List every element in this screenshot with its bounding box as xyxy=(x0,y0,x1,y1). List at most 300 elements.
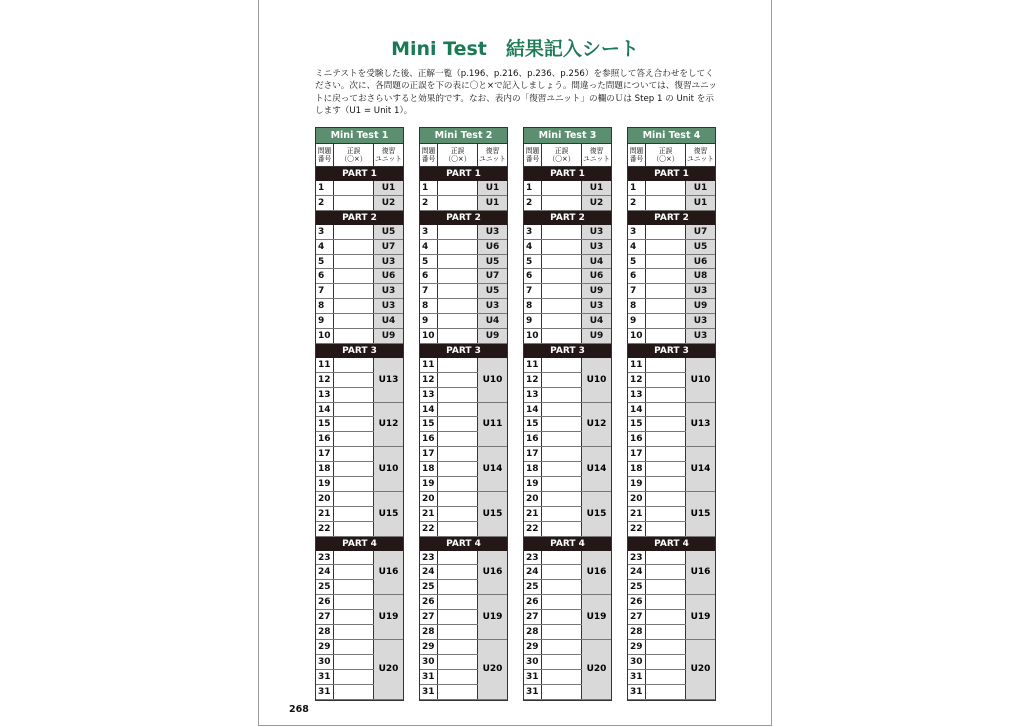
answer-cell[interactable] xyxy=(646,299,686,313)
question-number: 6 xyxy=(316,269,334,283)
answer-cell[interactable] xyxy=(646,432,686,446)
page-title: Mini Test 結果記入シート xyxy=(391,38,639,60)
answer-cell[interactable] xyxy=(438,610,478,624)
table-row xyxy=(316,225,403,240)
answer-cell[interactable] xyxy=(542,522,582,536)
question-number: 6 xyxy=(524,269,542,283)
table-row xyxy=(316,580,374,595)
question-group xyxy=(420,492,507,537)
answer-cell[interactable] xyxy=(438,685,478,699)
question-number: 24 xyxy=(628,565,646,579)
part-header: PART 1 xyxy=(316,167,403,181)
answer-cell[interactable] xyxy=(646,373,686,387)
question-group xyxy=(524,492,611,537)
answer-cell[interactable] xyxy=(646,447,686,461)
answer-cell[interactable] xyxy=(334,373,374,387)
answer-cell[interactable] xyxy=(646,225,686,239)
review-unit: U19 xyxy=(582,595,611,640)
answer-cell[interactable] xyxy=(646,462,686,476)
question-number: 31 xyxy=(420,670,438,684)
review-unit: U19 xyxy=(686,595,715,640)
answer-cell[interactable] xyxy=(334,655,374,669)
answer-cell[interactable] xyxy=(438,388,478,402)
answer-cell[interactable] xyxy=(334,670,374,684)
review-unit: U5 xyxy=(374,225,403,239)
group-left xyxy=(420,551,478,596)
question-number: 7 xyxy=(628,284,646,298)
review-unit: U16 xyxy=(478,551,507,596)
table-row xyxy=(628,432,686,447)
answer-cell[interactable] xyxy=(542,181,582,195)
answer-cell[interactable] xyxy=(438,655,478,669)
answer-cell[interactable] xyxy=(646,417,686,431)
review-unit: U6 xyxy=(478,240,507,254)
review-unit: U10 xyxy=(374,447,403,492)
answer-cell[interactable] xyxy=(646,670,686,684)
question-number: 21 xyxy=(420,507,438,521)
question-number: 22 xyxy=(420,522,438,536)
part-header: PART 4 xyxy=(420,537,507,551)
table-row xyxy=(316,685,374,700)
answer-cell[interactable] xyxy=(438,373,478,387)
table-row xyxy=(628,269,715,284)
answer-cell[interactable] xyxy=(334,462,374,476)
table-row xyxy=(420,685,478,700)
table-row xyxy=(316,240,403,255)
question-group xyxy=(316,403,403,448)
question-number: 31 xyxy=(316,685,334,699)
question-group xyxy=(316,358,403,403)
question-number: 15 xyxy=(316,417,334,431)
question-number: 4 xyxy=(420,240,438,254)
table-row xyxy=(420,388,478,403)
table-row xyxy=(420,373,478,388)
answer-cell[interactable] xyxy=(542,329,582,343)
answer-cell[interactable] xyxy=(438,329,478,343)
review-unit: U15 xyxy=(374,492,403,537)
answer-cell[interactable] xyxy=(334,685,374,699)
answer-cell[interactable] xyxy=(646,255,686,269)
question-number: 24 xyxy=(420,565,438,579)
answer-cell[interactable] xyxy=(542,507,582,521)
question-number: 12 xyxy=(628,373,646,387)
review-unit: U9 xyxy=(582,284,611,298)
answer-cell[interactable] xyxy=(542,417,582,431)
answer-cell[interactable] xyxy=(334,580,374,594)
table-row xyxy=(316,358,374,373)
answer-cell[interactable] xyxy=(646,388,686,402)
answer-cell[interactable] xyxy=(542,580,582,594)
answer-cell[interactable] xyxy=(542,255,582,269)
question-number: 7 xyxy=(420,284,438,298)
answer-cell[interactable] xyxy=(438,462,478,476)
answer-cell[interactable] xyxy=(542,403,582,417)
review-unit: U1 xyxy=(374,181,403,195)
group-left xyxy=(628,447,686,492)
table-row xyxy=(420,299,507,314)
table-row xyxy=(316,625,374,640)
page-number: 268 xyxy=(289,704,309,715)
answer-cell[interactable] xyxy=(438,565,478,579)
question-group xyxy=(524,403,611,448)
answer-cell[interactable] xyxy=(334,284,374,298)
question-number: 26 xyxy=(316,595,334,609)
answer-cell[interactable] xyxy=(438,358,478,372)
question-number: 16 xyxy=(316,432,334,446)
question-number: 23 xyxy=(316,551,334,565)
review-unit: U13 xyxy=(686,403,715,448)
answer-cell[interactable] xyxy=(646,625,686,639)
review-unit: U20 xyxy=(582,640,611,700)
answer-cell[interactable] xyxy=(438,595,478,609)
question-number: 3 xyxy=(420,225,438,239)
table-row xyxy=(628,655,686,670)
answer-cell[interactable] xyxy=(542,551,582,565)
group-left xyxy=(524,492,582,537)
review-unit: U1 xyxy=(582,181,611,195)
table-row xyxy=(628,240,715,255)
answer-cell[interactable] xyxy=(438,447,478,461)
question-number: 8 xyxy=(628,299,646,313)
question-group xyxy=(628,403,715,448)
answer-cell[interactable] xyxy=(542,284,582,298)
table-row xyxy=(420,507,478,522)
answer-cell[interactable] xyxy=(334,358,374,372)
question-number: 29 xyxy=(420,640,438,654)
table-row xyxy=(420,181,507,196)
table-row xyxy=(316,595,374,610)
answer-cell[interactable] xyxy=(542,477,582,491)
review-unit: U3 xyxy=(478,225,507,239)
group-left xyxy=(628,492,686,537)
table-row xyxy=(524,284,611,299)
question-number: 3 xyxy=(628,225,646,239)
answer-cell[interactable] xyxy=(438,255,478,269)
answer-cell[interactable] xyxy=(334,225,374,239)
table-row xyxy=(420,655,478,670)
table-row xyxy=(420,417,478,432)
answer-cell[interactable] xyxy=(646,181,686,195)
table-row xyxy=(524,507,582,522)
table-row xyxy=(628,492,686,507)
answer-cell[interactable] xyxy=(542,432,582,446)
table-row xyxy=(420,329,507,344)
answer-cell[interactable] xyxy=(542,240,582,254)
answer-cell[interactable] xyxy=(646,314,686,328)
table-row xyxy=(628,640,686,655)
answer-cell[interactable] xyxy=(542,625,582,639)
answer-cell[interactable] xyxy=(334,625,374,639)
table-row xyxy=(524,595,582,610)
answer-cell[interactable] xyxy=(542,640,582,654)
review-unit: U5 xyxy=(478,284,507,298)
answer-cell[interactable] xyxy=(438,477,478,491)
answer-cell[interactable] xyxy=(334,417,374,431)
answer-cell[interactable] xyxy=(334,640,374,654)
answer-cell[interactable] xyxy=(646,269,686,283)
answer-cell[interactable] xyxy=(438,492,478,506)
table-row xyxy=(316,522,374,537)
table-row xyxy=(628,403,686,418)
answer-cell[interactable] xyxy=(542,196,582,210)
question-group xyxy=(524,551,611,596)
answer-cell[interactable] xyxy=(438,580,478,594)
answer-cell[interactable] xyxy=(646,492,686,506)
answer-cell[interactable] xyxy=(438,507,478,521)
answer-cell[interactable] xyxy=(438,403,478,417)
table-row xyxy=(628,284,715,299)
question-number: 11 xyxy=(420,358,438,372)
question-number: 14 xyxy=(628,403,646,417)
review-unit: U13 xyxy=(374,358,403,403)
question-number: 23 xyxy=(628,551,646,565)
answer-cell[interactable] xyxy=(334,388,374,402)
answer-cell[interactable] xyxy=(542,655,582,669)
answer-cell[interactable] xyxy=(438,640,478,654)
question-number: 6 xyxy=(420,269,438,283)
group-left xyxy=(524,551,582,596)
table-row xyxy=(524,670,582,685)
answer-cell[interactable] xyxy=(646,358,686,372)
review-unit: U3 xyxy=(478,299,507,313)
answer-cell[interactable] xyxy=(646,403,686,417)
table-row xyxy=(628,610,686,625)
question-number: 19 xyxy=(628,477,646,491)
part-header: PART 3 xyxy=(420,344,507,358)
group-left xyxy=(524,595,582,640)
group-left xyxy=(420,595,478,640)
question-number: 30 xyxy=(420,655,438,669)
answer-cell[interactable] xyxy=(542,610,582,624)
question-number: 8 xyxy=(420,299,438,313)
table-row xyxy=(420,358,478,373)
answer-cell[interactable] xyxy=(438,625,478,639)
mini-test-table xyxy=(627,127,716,701)
table-row xyxy=(420,580,478,595)
review-unit: U9 xyxy=(478,329,507,343)
answer-cell[interactable] xyxy=(334,299,374,313)
column-headers xyxy=(628,144,715,167)
answer-cell[interactable] xyxy=(542,595,582,609)
question-number: 7 xyxy=(316,284,334,298)
part-header: PART 2 xyxy=(420,211,507,225)
question-group xyxy=(316,551,403,596)
review-unit: U2 xyxy=(582,196,611,210)
answer-cell[interactable] xyxy=(646,329,686,343)
answer-cell[interactable] xyxy=(334,432,374,446)
table-row xyxy=(628,388,686,403)
question-number: 9 xyxy=(628,314,646,328)
answer-cell[interactable] xyxy=(542,565,582,579)
answer-cell[interactable] xyxy=(334,314,374,328)
question-number: 14 xyxy=(316,403,334,417)
answer-cell[interactable] xyxy=(438,196,478,210)
answer-cell[interactable] xyxy=(646,685,686,699)
table-row xyxy=(524,640,582,655)
question-group xyxy=(524,447,611,492)
answer-cell[interactable] xyxy=(334,447,374,461)
table-row xyxy=(628,551,686,566)
question-number: 19 xyxy=(524,477,542,491)
part-header: PART 4 xyxy=(316,537,403,551)
review-unit: U14 xyxy=(478,447,507,492)
table-row xyxy=(524,655,582,670)
answer-cell[interactable] xyxy=(646,655,686,669)
table-row xyxy=(316,447,374,462)
group-left xyxy=(316,358,374,403)
answer-cell[interactable] xyxy=(438,432,478,446)
answer-cell[interactable] xyxy=(438,225,478,239)
answer-cell[interactable] xyxy=(542,299,582,313)
answer-cell[interactable] xyxy=(646,507,686,521)
answer-cell[interactable] xyxy=(438,284,478,298)
table-row xyxy=(628,670,686,685)
answer-cell[interactable] xyxy=(438,417,478,431)
review-unit: U20 xyxy=(686,640,715,700)
table-row xyxy=(420,610,478,625)
table-row xyxy=(524,403,582,418)
review-unit: U9 xyxy=(686,299,715,313)
question-number: 14 xyxy=(524,403,542,417)
answer-cell[interactable] xyxy=(646,610,686,624)
table-row xyxy=(420,477,478,492)
answer-cell[interactable] xyxy=(334,477,374,491)
answer-cell[interactable] xyxy=(334,240,374,254)
answer-cell[interactable] xyxy=(646,477,686,491)
review-unit: U6 xyxy=(686,255,715,269)
question-number: 31 xyxy=(420,685,438,699)
answer-cell[interactable] xyxy=(438,522,478,536)
answer-cell[interactable] xyxy=(542,462,582,476)
answer-cell[interactable] xyxy=(334,492,374,506)
question-number: 5 xyxy=(420,255,438,269)
answer-cell[interactable] xyxy=(334,403,374,417)
question-number: 9 xyxy=(316,314,334,328)
answer-cell[interactable] xyxy=(334,610,374,624)
answer-cell[interactable] xyxy=(542,388,582,402)
answer-cell[interactable] xyxy=(542,358,582,372)
table-row xyxy=(524,462,582,477)
question-group xyxy=(316,640,403,700)
mini-test-table xyxy=(419,127,508,701)
answer-cell[interactable] xyxy=(646,551,686,565)
answer-cell[interactable] xyxy=(334,507,374,521)
answer-cell[interactable] xyxy=(438,299,478,313)
table-row xyxy=(420,462,478,477)
answer-cell[interactable] xyxy=(542,492,582,506)
answer-cell[interactable] xyxy=(334,255,374,269)
answer-cell[interactable] xyxy=(334,196,374,210)
answer-cell[interactable] xyxy=(646,580,686,594)
answer-cell[interactable] xyxy=(542,373,582,387)
table-row xyxy=(316,432,374,447)
answer-cell[interactable] xyxy=(438,269,478,283)
table-row xyxy=(316,417,374,432)
answer-cell[interactable] xyxy=(438,314,478,328)
answer-cell[interactable] xyxy=(334,522,374,536)
answer-cell[interactable] xyxy=(438,551,478,565)
answer-cell[interactable] xyxy=(542,225,582,239)
answer-cell[interactable] xyxy=(542,314,582,328)
answer-cell[interactable] xyxy=(542,269,582,283)
col-unit-header: 復習 ユニット xyxy=(375,147,402,163)
answer-cell[interactable] xyxy=(334,181,374,195)
review-unit: U12 xyxy=(374,403,403,448)
table-row xyxy=(524,373,582,388)
col-unit-header: 復習 ユニット xyxy=(479,147,506,163)
answer-cell[interactable] xyxy=(542,670,582,684)
group-left xyxy=(628,358,686,403)
answer-cell[interactable] xyxy=(646,240,686,254)
group-left xyxy=(420,447,478,492)
review-unit: U15 xyxy=(686,492,715,537)
answer-cell[interactable] xyxy=(438,181,478,195)
table-row xyxy=(316,655,374,670)
answer-cell[interactable] xyxy=(334,551,374,565)
answer-cell[interactable] xyxy=(438,240,478,254)
answer-cell[interactable] xyxy=(646,522,686,536)
answer-cell[interactable] xyxy=(646,196,686,210)
question-number: 23 xyxy=(420,551,438,565)
answer-cell[interactable] xyxy=(542,447,582,461)
question-number: 3 xyxy=(316,225,334,239)
table-row xyxy=(524,417,582,432)
group-left xyxy=(628,403,686,448)
question-group xyxy=(420,595,507,640)
review-unit: U20 xyxy=(478,640,507,700)
answer-cell[interactable] xyxy=(334,329,374,343)
answer-cell[interactable] xyxy=(334,269,374,283)
question-number: 19 xyxy=(316,477,334,491)
answer-cell[interactable] xyxy=(646,284,686,298)
question-number: 27 xyxy=(420,610,438,624)
answer-cell[interactable] xyxy=(334,595,374,609)
question-number: 12 xyxy=(420,373,438,387)
table-row xyxy=(524,625,582,640)
answer-cell[interactable] xyxy=(438,670,478,684)
column-headers xyxy=(420,144,507,167)
table-row xyxy=(628,181,715,196)
review-unit: U9 xyxy=(374,329,403,343)
question-group xyxy=(420,551,507,596)
answer-cell[interactable] xyxy=(334,565,374,579)
answer-cell[interactable] xyxy=(542,685,582,699)
question-number: 26 xyxy=(524,595,542,609)
question-number: 21 xyxy=(628,507,646,521)
col-answer-header: 正誤 （〇×） xyxy=(334,144,374,166)
review-unit: U10 xyxy=(582,358,611,403)
table-row xyxy=(524,314,611,329)
review-unit: U4 xyxy=(374,314,403,328)
table-row xyxy=(316,610,374,625)
review-unit: U6 xyxy=(374,269,403,283)
test-name: Mini Test 2 xyxy=(420,128,507,144)
column-headers xyxy=(524,144,611,167)
answer-cell[interactable] xyxy=(646,640,686,654)
question-number: 2 xyxy=(628,196,646,210)
review-unit: U1 xyxy=(478,181,507,195)
part-header: PART 4 xyxy=(628,537,715,551)
table-row xyxy=(628,299,715,314)
question-number: 30 xyxy=(316,655,334,669)
table-row xyxy=(628,447,686,462)
review-unit: U3 xyxy=(374,255,403,269)
answer-cell[interactable] xyxy=(646,565,686,579)
answer-cell[interactable] xyxy=(646,595,686,609)
review-unit: U3 xyxy=(686,284,715,298)
review-unit: U12 xyxy=(582,403,611,448)
review-unit: U4 xyxy=(478,314,507,328)
